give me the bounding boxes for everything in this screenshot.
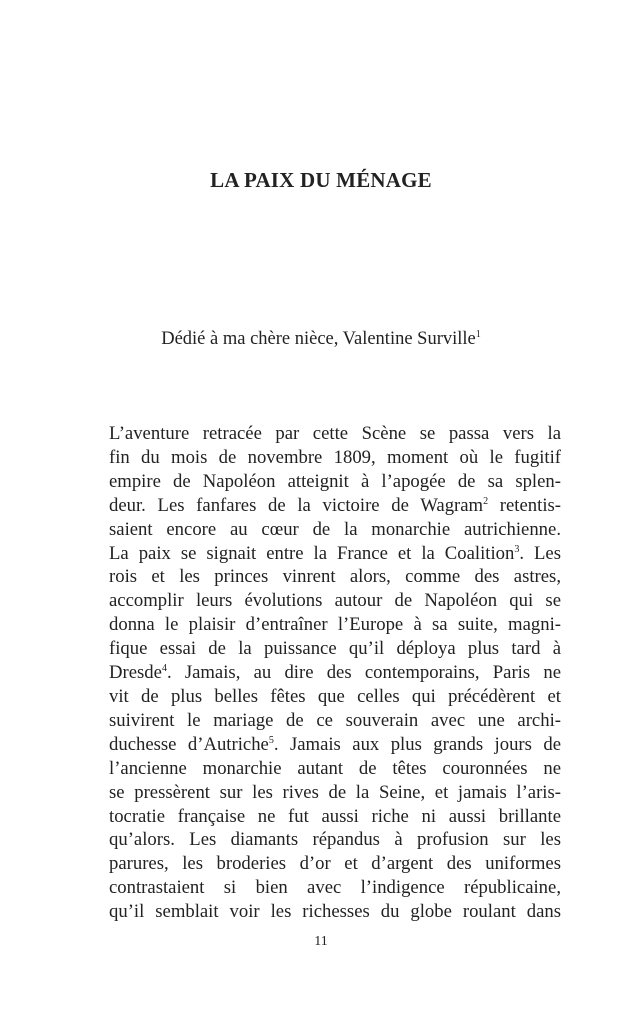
text-line — [109, 518, 561, 542]
line-text: fique essai de la puissance qu’il déploya plus tard à — [109, 638, 561, 660]
line-text: parures, les broderies d’or et d’argent des uniformes — [109, 853, 561, 875]
line-text: rois et les princes vinrent alors, comme des astres, — [109, 566, 561, 588]
text-line — [109, 900, 561, 924]
text-line — [109, 589, 561, 613]
text-line — [109, 876, 561, 900]
line-text: La paix se signait entre la France et la Coalition — [109, 542, 515, 564]
text-line — [109, 733, 561, 757]
line-text: l’ancienne monarchie autant de têtes couronnées ne — [109, 757, 561, 779]
text-line — [109, 446, 561, 470]
footnote-marker: 5 — [268, 734, 274, 746]
line-text: fin du mois de novembre 1809, moment où le fugitif — [109, 446, 561, 468]
line-text-continued: . Jamais, au dire des contemporains, Paris ne — [166, 662, 561, 684]
line-text: vit de plus belles fêtes que celles qui précédèrent et — [109, 685, 561, 707]
line-text: suivirent le mariage de ce souverain avec une archi- — [109, 709, 561, 731]
text-line — [109, 470, 561, 494]
text-line — [109, 565, 561, 589]
line-text: se pressèrent sur les rives de la Seine, et jamais l’aris- — [109, 781, 561, 803]
line-text-continued: . Les — [519, 542, 561, 564]
line-text: tocratie française ne fut aussi riche ni aussi brillante — [109, 805, 561, 827]
line-text: accomplir leurs évolutions autour de Napoléon qui se — [109, 590, 561, 612]
dedication-text: Dédié à ma chère nièce, Valentine Surville — [161, 329, 476, 349]
line-text: qu’il semblait voir les richesses du globe roulant dans — [109, 901, 561, 923]
footnote-marker: 2 — [483, 495, 489, 507]
line-text: empire de Napoléon atteignit à l’apogée de sa splen- — [109, 470, 561, 492]
body-paragraph — [109, 422, 561, 924]
line-text: L’aventure retracée par cette Scène se passa vers la — [109, 423, 561, 444]
footnote-marker: 3 — [514, 543, 520, 555]
line-text-continued: retentis- — [488, 494, 562, 516]
line-text: qu’alors. Les diamants répandus à profusion sur les — [109, 829, 561, 851]
text-line — [109, 709, 561, 733]
text-line — [109, 661, 561, 685]
text-line — [109, 852, 561, 876]
line-text: duchesse d’Autriche — [109, 733, 269, 755]
page-number: 11 — [314, 934, 328, 949]
text-line — [109, 805, 561, 829]
line-text: saient encore au cœur de la monarchie autrichienne. — [109, 518, 561, 540]
text-line — [109, 494, 561, 518]
text-line — [109, 422, 561, 446]
text-line — [109, 685, 561, 709]
line-text: contrastaient si bien avec l’indigence républicaine, — [109, 877, 561, 899]
text-line — [109, 828, 561, 852]
dedication — [0, 329, 642, 350]
text-line — [109, 613, 561, 637]
chapter-title: LA PAIX DU MÉNAGE — [210, 168, 432, 192]
line-text-continued: . Jamais aux plus grands jours de — [273, 733, 561, 755]
text-line — [109, 757, 561, 781]
line-text: deur. Les fanfares de la victoire de Wagram — [109, 494, 484, 516]
footnote-marker: 1 — [475, 328, 481, 340]
line-text: donna le plaisir d’entraîner l’Europe à sa suite, magni- — [109, 614, 561, 636]
line-text: Dresde — [109, 662, 162, 684]
text-line — [109, 542, 561, 566]
text-line — [109, 637, 561, 661]
footnote-marker: 4 — [161, 662, 167, 674]
text-line — [109, 781, 561, 805]
